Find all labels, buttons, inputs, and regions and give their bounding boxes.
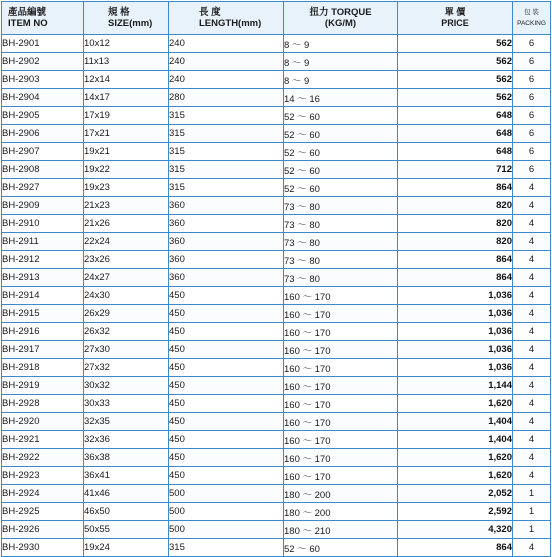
packing-cell: 6 <box>513 53 551 71</box>
packing-cell: 4 <box>513 233 551 251</box>
size-cell: 17x19 <box>84 107 169 125</box>
price-cell: 864 <box>398 179 513 197</box>
header-packing-en: PACKING <box>517 20 546 27</box>
size-cell: 41x46 <box>84 485 169 503</box>
torque-cell: 160 ～ 170 <box>284 431 398 449</box>
item-no-cell: BH-2914 <box>2 287 84 305</box>
torque-cell: 73 ～ 80 <box>284 215 398 233</box>
table-row <box>2 449 551 467</box>
length-cell: 500 <box>169 485 284 503</box>
length-cell: 450 <box>169 323 284 341</box>
packing-cell: 4 <box>513 215 551 233</box>
packing-cell: 1 <box>513 503 551 521</box>
length-cell: 450 <box>169 449 284 467</box>
size-cell: 26x29 <box>84 305 169 323</box>
torque-cell: 52 ～ 60 <box>284 143 398 161</box>
table-row <box>2 89 551 107</box>
header-price <box>398 2 513 35</box>
size-cell: 27x32 <box>84 359 169 377</box>
packing-cell: 6 <box>513 89 551 107</box>
packing-cell: 6 <box>513 161 551 179</box>
packing-cell: 6 <box>513 125 551 143</box>
item-no-cell: BH-2924 <box>2 485 84 503</box>
price-cell: 1,404 <box>398 413 513 431</box>
size-cell: 50x55 <box>84 521 169 539</box>
item-no-cell: BH-2906 <box>2 125 84 143</box>
size-cell: 19x24 <box>84 539 169 557</box>
size-cell: 24x30 <box>84 287 169 305</box>
table-row <box>2 341 551 359</box>
size-cell: 17x21 <box>84 125 169 143</box>
packing-cell: 4 <box>513 359 551 377</box>
price-cell: 2,052 <box>398 485 513 503</box>
item-no-cell: BH-2917 <box>2 341 84 359</box>
torque-cell: 160 ～ 170 <box>284 305 398 323</box>
size-cell: 19x21 <box>84 143 169 161</box>
item-no-cell: BH-2910 <box>2 215 84 233</box>
length-cell: 450 <box>169 359 284 377</box>
table-row <box>2 539 551 557</box>
length-cell: 360 <box>169 233 284 251</box>
table-row <box>2 323 551 341</box>
table-row <box>2 521 551 539</box>
item-no-cell: BH-2926 <box>2 521 84 539</box>
item-no-cell: BH-2901 <box>2 35 84 53</box>
packing-cell: 6 <box>513 107 551 125</box>
item-no-cell: BH-2915 <box>2 305 84 323</box>
price-cell: 648 <box>398 107 513 125</box>
packing-cell: 4 <box>513 179 551 197</box>
torque-cell: 73 ～ 80 <box>284 197 398 215</box>
table-row <box>2 197 551 215</box>
torque-cell: 180 ～ 200 <box>284 485 398 503</box>
table-row <box>2 143 551 161</box>
table-row <box>2 413 551 431</box>
table-row <box>2 161 551 179</box>
torque-cell: 8 ～ 9 <box>284 53 398 71</box>
table-row <box>2 305 551 323</box>
packing-cell: 4 <box>513 413 551 431</box>
header-size-zh: 規 格 <box>108 7 130 18</box>
length-cell: 450 <box>169 413 284 431</box>
price-cell: 562 <box>398 71 513 89</box>
size-cell: 14x17 <box>84 89 169 107</box>
size-cell: 21x23 <box>84 197 169 215</box>
packing-cell: 4 <box>513 449 551 467</box>
torque-cell: 160 ～ 170 <box>284 467 398 485</box>
torque-cell: 160 ～ 170 <box>284 287 398 305</box>
packing-cell: 6 <box>513 143 551 161</box>
packing-cell: 1 <box>513 485 551 503</box>
length-cell: 450 <box>169 305 284 323</box>
item-no-cell: BH-2908 <box>2 161 84 179</box>
table-row <box>2 125 551 143</box>
torque-cell: 14 ～ 16 <box>284 89 398 107</box>
header-length-zh: 長 度 <box>199 7 221 18</box>
length-cell: 315 <box>169 143 284 161</box>
packing-cell: 4 <box>513 341 551 359</box>
length-cell: 450 <box>169 431 284 449</box>
length-cell: 240 <box>169 35 284 53</box>
packing-cell: 4 <box>513 197 551 215</box>
table-row <box>2 215 551 233</box>
price-cell: 562 <box>398 35 513 53</box>
table-row <box>2 35 551 53</box>
length-cell: 450 <box>169 395 284 413</box>
item-no-cell: BH-2920 <box>2 413 84 431</box>
size-cell: 26x32 <box>84 323 169 341</box>
length-cell: 500 <box>169 521 284 539</box>
size-cell: 19x22 <box>84 161 169 179</box>
torque-cell: 160 ～ 170 <box>284 413 398 431</box>
item-no-cell: BH-2912 <box>2 251 84 269</box>
torque-cell: 8 ～ 9 <box>284 35 398 53</box>
item-no-cell: BH-2923 <box>2 467 84 485</box>
header-torque <box>284 2 398 35</box>
length-cell: 450 <box>169 341 284 359</box>
length-cell: 450 <box>169 287 284 305</box>
packing-cell: 4 <box>513 323 551 341</box>
size-cell: 10x12 <box>84 35 169 53</box>
item-no-cell: BH-2904 <box>2 89 84 107</box>
item-no-cell: BH-2919 <box>2 377 84 395</box>
torque-cell: 73 ～ 80 <box>284 251 398 269</box>
item-no-cell: BH-2905 <box>2 107 84 125</box>
length-cell: 315 <box>169 539 284 557</box>
item-no-cell: BH-2916 <box>2 323 84 341</box>
price-cell: 820 <box>398 233 513 251</box>
size-cell: 21x26 <box>84 215 169 233</box>
torque-cell: 52 ～ 60 <box>284 107 398 125</box>
item-no-cell: BH-2922 <box>2 449 84 467</box>
torque-cell: 160 ～ 170 <box>284 395 398 413</box>
packing-cell: 1 <box>513 521 551 539</box>
header-price-en: PRICE <box>441 18 469 28</box>
header-length <box>169 2 284 35</box>
torque-cell: 52 ～ 60 <box>284 179 398 197</box>
torque-cell: 180 ～ 210 <box>284 521 398 539</box>
item-no-cell: BH-2911 <box>2 233 84 251</box>
table-row <box>2 233 551 251</box>
header-item-no <box>2 2 84 35</box>
header-size <box>84 2 169 35</box>
header-row <box>2 2 551 35</box>
price-cell: 648 <box>398 125 513 143</box>
price-cell: 820 <box>398 215 513 233</box>
table-row <box>2 71 551 89</box>
length-cell: 240 <box>169 71 284 89</box>
table-body <box>2 35 551 557</box>
length-cell: 360 <box>169 215 284 233</box>
length-cell: 280 <box>169 89 284 107</box>
size-cell: 24x27 <box>84 269 169 287</box>
item-no-cell: BH-2913 <box>2 269 84 287</box>
price-cell: 712 <box>398 161 513 179</box>
size-cell: 36x41 <box>84 467 169 485</box>
price-cell: 562 <box>398 89 513 107</box>
packing-cell: 4 <box>513 395 551 413</box>
item-no-cell: BH-2928 <box>2 395 84 413</box>
length-cell: 500 <box>169 503 284 521</box>
torque-cell: 160 ～ 170 <box>284 377 398 395</box>
item-no-cell: BH-2907 <box>2 143 84 161</box>
torque-cell: 73 ～ 80 <box>284 269 398 287</box>
size-cell: 11x13 <box>84 53 169 71</box>
size-cell: 32x35 <box>84 413 169 431</box>
packing-cell: 6 <box>513 71 551 89</box>
item-no-cell: BH-2918 <box>2 359 84 377</box>
size-cell: 27x30 <box>84 341 169 359</box>
item-no-cell: BH-2927 <box>2 179 84 197</box>
table-row <box>2 485 551 503</box>
item-no-cell: BH-2902 <box>2 53 84 71</box>
torque-cell: 8 ～ 9 <box>284 71 398 89</box>
header-item-zh: 產品編號 <box>8 7 47 18</box>
table-row <box>2 269 551 287</box>
torque-cell: 180 ～ 200 <box>284 503 398 521</box>
torque-cell: 52 ～ 60 <box>284 161 398 179</box>
table-row <box>2 53 551 71</box>
header-length-en: LENGTH(mm) <box>199 18 262 29</box>
packing-cell: 4 <box>513 251 551 269</box>
price-cell: 1,620 <box>398 449 513 467</box>
torque-cell: 52 ～ 60 <box>284 125 398 143</box>
price-cell: 864 <box>398 539 513 557</box>
size-cell: 46x50 <box>84 503 169 521</box>
header-item-en: ITEM NO <box>8 18 48 29</box>
table-row <box>2 431 551 449</box>
price-cell: 1,404 <box>398 431 513 449</box>
price-cell: 4,320 <box>398 521 513 539</box>
length-cell: 360 <box>169 269 284 287</box>
table-row <box>2 179 551 197</box>
item-no-cell: BH-2921 <box>2 431 84 449</box>
price-cell: 1,036 <box>398 341 513 359</box>
table-row <box>2 503 551 521</box>
price-table <box>1 1 551 557</box>
length-cell: 315 <box>169 107 284 125</box>
length-cell: 450 <box>169 377 284 395</box>
packing-cell: 4 <box>513 269 551 287</box>
price-cell: 2,592 <box>398 503 513 521</box>
size-cell: 32x36 <box>84 431 169 449</box>
header-size-en: SIZE(mm) <box>108 18 153 29</box>
length-cell: 360 <box>169 197 284 215</box>
table-row <box>2 359 551 377</box>
price-cell: 1,036 <box>398 287 513 305</box>
price-cell: 820 <box>398 197 513 215</box>
price-cell: 864 <box>398 251 513 269</box>
price-cell: 648 <box>398 143 513 161</box>
length-cell: 450 <box>169 467 284 485</box>
price-cell: 1,144 <box>398 377 513 395</box>
packing-cell: 4 <box>513 539 551 557</box>
size-cell: 30x32 <box>84 377 169 395</box>
item-no-cell: BH-2909 <box>2 197 84 215</box>
length-cell: 315 <box>169 125 284 143</box>
price-cell: 1,036 <box>398 305 513 323</box>
packing-cell: 4 <box>513 431 551 449</box>
length-cell: 360 <box>169 251 284 269</box>
size-cell: 30x33 <box>84 395 169 413</box>
price-cell: 1,620 <box>398 467 513 485</box>
table-row <box>2 287 551 305</box>
header-torque-zh: 扭力 TORQUE <box>309 7 372 18</box>
torque-cell: 160 ～ 170 <box>284 323 398 341</box>
length-cell: 315 <box>169 161 284 179</box>
packing-cell: 4 <box>513 305 551 323</box>
price-cell: 562 <box>398 53 513 71</box>
length-cell: 240 <box>169 53 284 71</box>
packing-cell: 6 <box>513 35 551 53</box>
torque-cell: 160 ～ 170 <box>284 359 398 377</box>
price-cell: 1,036 <box>398 359 513 377</box>
table-row <box>2 107 551 125</box>
item-no-cell: BH-2930 <box>2 539 84 557</box>
length-cell: 315 <box>169 179 284 197</box>
header-packing <box>513 2 551 35</box>
torque-cell: 160 ～ 170 <box>284 341 398 359</box>
torque-cell: 73 ～ 80 <box>284 233 398 251</box>
table-row <box>2 467 551 485</box>
item-no-cell: BH-2903 <box>2 71 84 89</box>
table-row <box>2 395 551 413</box>
price-cell: 1,620 <box>398 395 513 413</box>
size-cell: 23x26 <box>84 251 169 269</box>
torque-cell: 160 ～ 170 <box>284 449 398 467</box>
table-row <box>2 251 551 269</box>
header-packing-zh: 包 裝 <box>524 9 539 16</box>
packing-cell: 4 <box>513 287 551 305</box>
packing-cell: 4 <box>513 467 551 485</box>
header-torque-en: (KG/M) <box>324 18 357 29</box>
item-no-cell: BH-2925 <box>2 503 84 521</box>
price-cell: 1,036 <box>398 323 513 341</box>
packing-cell: 4 <box>513 377 551 395</box>
size-cell: 22x24 <box>84 233 169 251</box>
header-price-zh: 單 價 <box>444 7 466 17</box>
price-cell: 864 <box>398 269 513 287</box>
torque-cell: 52 ～ 60 <box>284 539 398 557</box>
table-header <box>2 2 551 35</box>
size-cell: 36x38 <box>84 449 169 467</box>
size-cell: 12x14 <box>84 71 169 89</box>
table-row <box>2 377 551 395</box>
size-cell: 19x23 <box>84 179 169 197</box>
